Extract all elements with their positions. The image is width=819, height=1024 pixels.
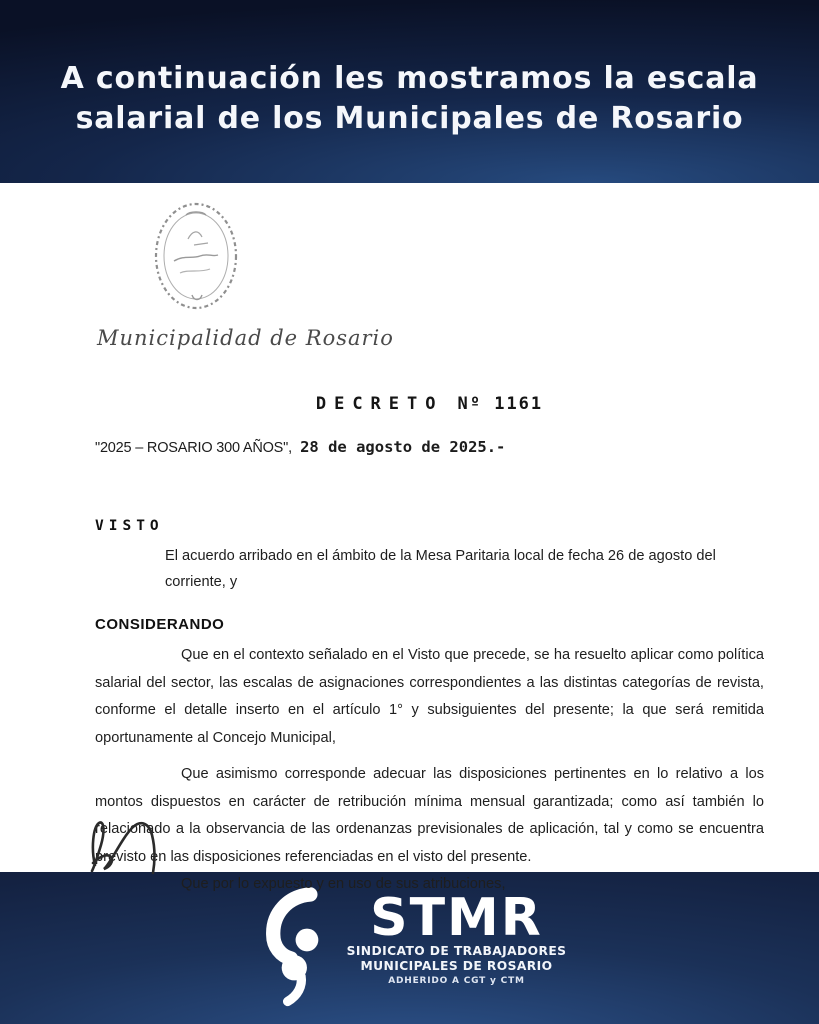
considerando-paragraph-2: Que asimismo corresponde adecuar las disposiciones pertinentes en lo relativo a los montos dispuestos en carácter de retribución mínima mensual garantizada; como así también lo relacionado a la observancia de las ordenanzas previsionales de aplicación, tal y como se encuentra previsto en las disposiciones referenciadas en el visto del presente. [95, 766, 764, 865]
signature [83, 813, 193, 880]
page-title-line1: A continuación les mostramos la escala [60, 60, 759, 96]
decree-number: Nº 1161 [457, 394, 544, 414]
considerando-paragraph-1: Que en el contexto señalado en el Visto que precede, se ha resuelto aplicar como política salarial del sector, las escalas de asignaciones correspondientes a las distintas categorías de revista, conforme el detalle inserto en el artículo 1° y subsiguientes del presente; la que será remitida oportunamente al Concejo Municipal, [95, 647, 764, 746]
considerando-paragraph-3: Que por lo expuesto y en uso de sus atribuciones, [181, 876, 506, 892]
dateline-motto: "2025 – ROSARIO 300 AÑOS", [95, 440, 292, 456]
affiliation-line: ADHERIDO A CGT y CTM [388, 976, 525, 986]
org-name-line2: MUNICIPALES DE ROSARIO [360, 959, 553, 973]
page-title [61, 59, 759, 139]
page-title-line2: salarial de los Municipales de Rosario [75, 100, 744, 136]
header-banner [0, 0, 819, 183]
decree-title [95, 394, 764, 414]
stmr-logo-icon [253, 886, 339, 1009]
municipal-seal-icon [150, 199, 242, 322]
visto-heading: VISTO [95, 518, 164, 534]
seal-caption: Municipalidad de Rosario [97, 326, 394, 350]
org-name-line1: SINDICATO DE TRABAJADORES [346, 944, 567, 958]
stmr-logo-text [346, 888, 567, 986]
considerando-heading: CONSIDERANDO [95, 616, 225, 633]
decree-label: DECRETO [315, 394, 444, 414]
visto-body: El acuerdo arribado en el ámbito de la Mesa Paritaria local de fecha 26 de agosto del corriente, y [165, 548, 716, 590]
stmr-wordmark: STMR [370, 888, 543, 948]
decree-document [0, 183, 819, 892]
dateline [95, 438, 764, 456]
dateline-date: 28 de agosto de 2025.- [300, 438, 506, 456]
stmr-logo [253, 886, 567, 1024]
